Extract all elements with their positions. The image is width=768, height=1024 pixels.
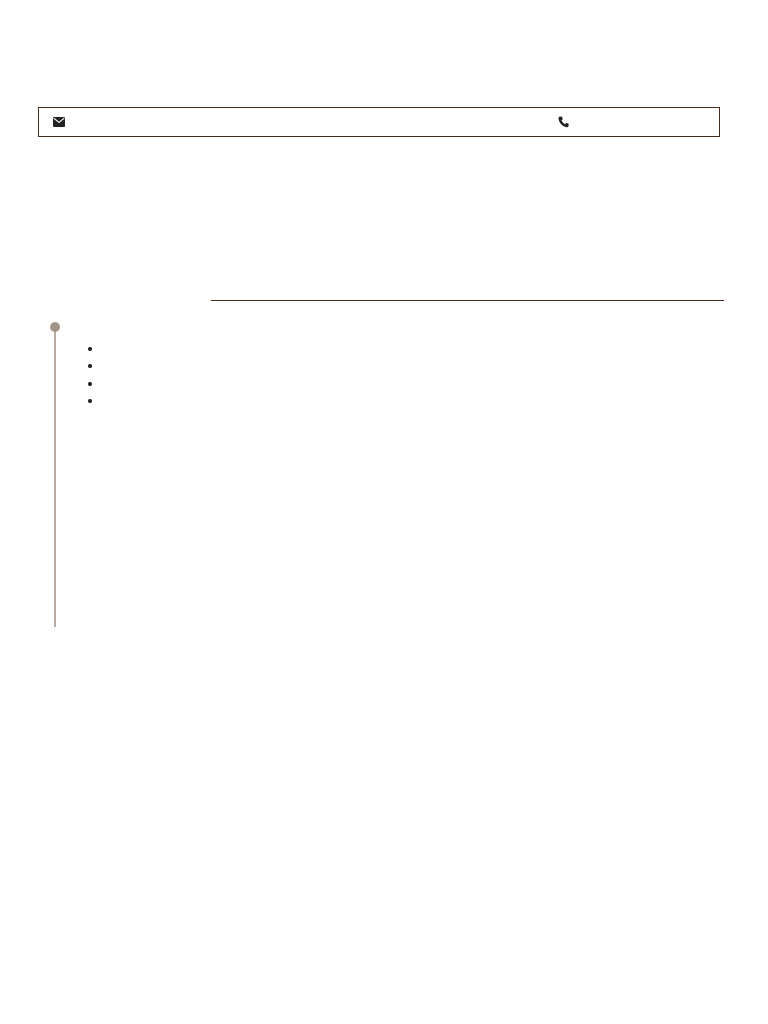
experience-timeline (54, 327, 56, 627)
list-item (102, 357, 727, 374)
envelope-icon (53, 117, 65, 127)
contact-bar (38, 107, 720, 137)
phone-icon (558, 116, 569, 128)
job-bullets-rouge-gommette (84, 340, 727, 409)
list-item (102, 340, 727, 357)
timeline-dot (50, 322, 60, 332)
list-item (102, 392, 727, 409)
experience-divider (211, 300, 724, 301)
list-item (102, 375, 727, 392)
